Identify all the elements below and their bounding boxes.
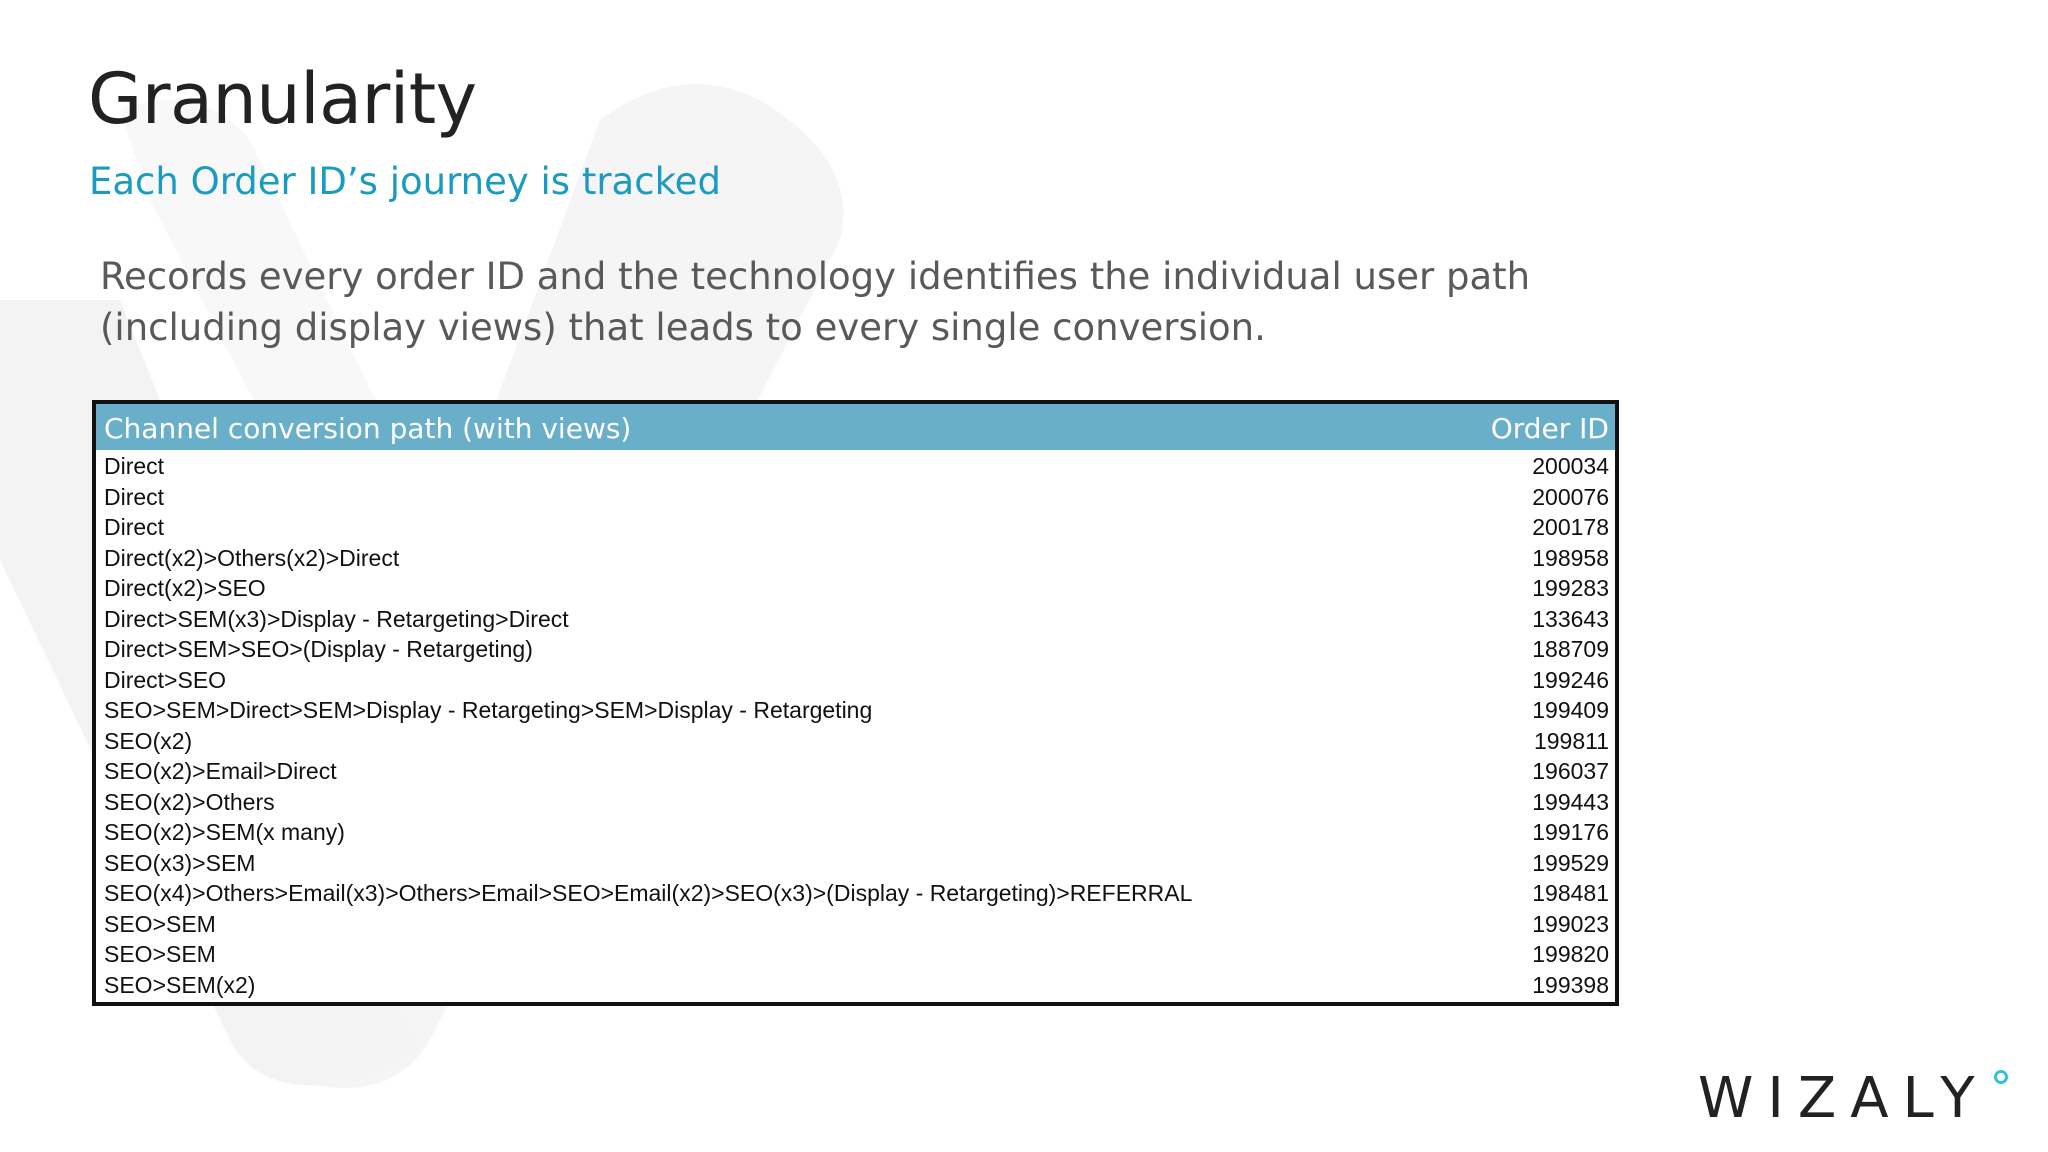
cell-conversion-path: Direct>SEO	[104, 666, 227, 693]
cell-conversion-path: Direct>SEM(x3)>Display - Retargeting>Direct	[104, 605, 569, 632]
logo-dot-icon	[1994, 1070, 2008, 1084]
table-row	[96, 664, 1615, 695]
page-title: Granularity	[88, 58, 477, 140]
table-row	[96, 481, 1615, 512]
cell-order-id: 199820	[1532, 941, 1609, 967]
cell-order-id: 200178	[1532, 514, 1609, 540]
cell-order-id: 199398	[1532, 971, 1609, 998]
cell-conversion-path: SEO(x2)>SEM(x many)	[104, 819, 345, 845]
cell-order-id: 199176	[1532, 819, 1609, 845]
column-header-path: Channel conversion path (with views)	[104, 412, 632, 445]
page-subtitle: Each Order ID’s journey is tracked	[89, 160, 721, 203]
cell-order-id: 133643	[1532, 605, 1609, 632]
cell-order-id: 196037	[1532, 758, 1609, 784]
table-row	[96, 816, 1615, 847]
table-row	[96, 603, 1615, 634]
table-row	[96, 877, 1615, 908]
cell-order-id: 199529	[1532, 849, 1609, 876]
wizaly-logo: WIZALY	[1698, 1066, 1989, 1131]
cell-conversion-path: Direct>SEM>SEO>(Display - Retargeting)	[104, 636, 533, 662]
cell-conversion-path: SEO(x4)>Others>Email(x3)>Others>Email>SEO>Email(x2)>SEO(x3)>(Display - Retargeting)>REFERRAL	[104, 880, 1193, 906]
table-row	[96, 511, 1615, 542]
cell-conversion-path: Direct	[104, 453, 165, 479]
cell-order-id: 199246	[1532, 666, 1609, 693]
table-body	[96, 450, 1615, 999]
table-header	[96, 404, 1615, 450]
cell-conversion-path: SEO(x2)>Email>Direct	[104, 758, 337, 784]
table-row	[96, 572, 1615, 603]
conversion-path-table	[92, 400, 1619, 1006]
cell-conversion-path: SEO>SEM	[104, 941, 216, 967]
table-row	[96, 938, 1615, 969]
cell-conversion-path: SEO>SEM>Direct>SEM>Display - Retargeting>SEM>Display - Retargeting	[104, 697, 873, 723]
cell-order-id: 199409	[1532, 697, 1609, 723]
table-row	[96, 755, 1615, 786]
cell-order-id: 198481	[1532, 880, 1609, 906]
cell-order-id: 199811	[1533, 727, 1609, 754]
cell-conversion-path: Direct	[104, 483, 165, 510]
cell-order-id: 198958	[1532, 544, 1609, 571]
table-row	[96, 725, 1615, 756]
cell-conversion-path: SEO>SEM	[104, 910, 216, 937]
table-row	[96, 908, 1615, 939]
body-paragraph: Records every order ID and the technology identifies the individual user path (including display views) that leads to every single conversion.	[100, 255, 1531, 349]
cell-order-id: 199023	[1532, 910, 1609, 937]
cell-order-id: 200034	[1532, 453, 1609, 479]
table-row	[96, 694, 1615, 725]
cell-conversion-path: Direct	[104, 514, 165, 540]
cell-conversion-path: Direct(x2)>Others(x2)>Direct	[104, 544, 400, 571]
cell-order-id: 188709	[1532, 636, 1609, 662]
cell-conversion-path: SEO(x2)	[104, 727, 193, 754]
cell-conversion-path: Direct(x2)>SEO	[104, 575, 266, 601]
table-row	[96, 969, 1615, 1000]
table-row	[96, 450, 1615, 481]
table-row	[96, 542, 1615, 573]
cell-order-id: 199443	[1532, 788, 1609, 815]
cell-order-id: 199283	[1532, 575, 1609, 601]
table-row	[96, 633, 1615, 664]
cell-order-id: 200076	[1532, 483, 1609, 510]
column-header-order-id: Order ID	[1490, 412, 1609, 445]
table-row	[96, 847, 1615, 878]
cell-conversion-path: SEO(x2)>Others	[104, 788, 275, 815]
cell-conversion-path: SEO(x3)>SEM	[104, 849, 256, 876]
cell-conversion-path: SEO>SEM(x2)	[104, 971, 256, 998]
table-row	[96, 786, 1615, 817]
